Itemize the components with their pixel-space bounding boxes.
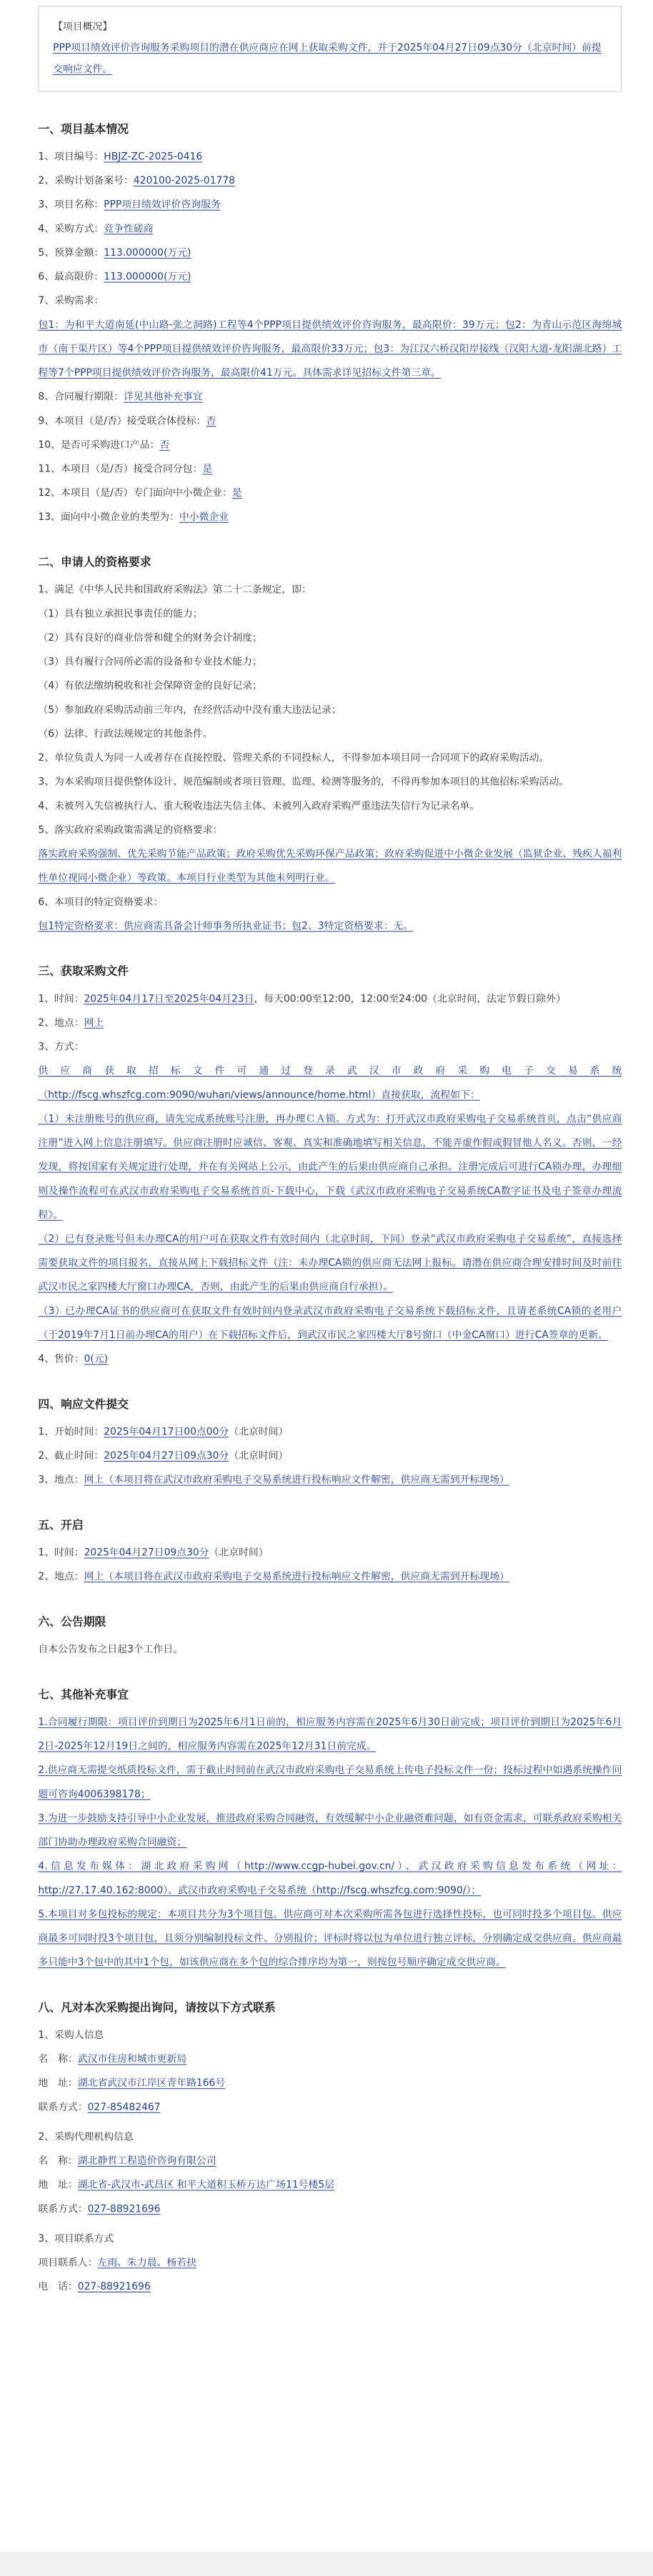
line-label: （4）有依法缴纳税收和社会保障资金的良好记录； [38,680,262,692]
section-line [38,1035,622,1059]
line-value: PPP项目绩效评价咨询服务 [104,199,221,211]
section-line [38,1107,622,1227]
line-value: HBJZ-ZC-2025-0416 [104,151,203,163]
contact-value: 湖北省武汉市江岸区青年路166号 [77,2077,226,2090]
project-summary-box [38,6,622,92]
line-label: 7、采购需求： [38,295,104,307]
line-label: 10、是否可采购进口产品： [38,439,160,451]
section-title: 三、获取采购文件 [38,964,129,978]
line-value: 供应商获取招标文件可通过登录武汉市政府采购电子交易系统（http://fscg.whszfcg.com:9090/wuhan/views/announce/home.html）直接获取，流程如下： [38,1065,622,1101]
section-line [38,626,622,650]
line-label: 4、售价： [38,1353,84,1365]
line-label: 2、采购计划备案号： [38,175,134,187]
section-title: 五、开启 [38,1518,84,1532]
section-title: 二、申请人的资格要求 [38,555,151,569]
line-label: （5）参加政府采购活动前三年内，在经营活动中没有重大违法记录； [38,704,342,716]
section-line [38,145,622,169]
contact-label: 名 称： [38,2155,78,2167]
line-label: 3、地点： [38,1474,84,1486]
section-line [38,169,622,193]
line-value: 是 [202,463,213,475]
line-label: 1、满足《中华人民共和国政府采购法》第二十二条规定，即： [38,584,312,596]
section-line [38,313,622,385]
contact-label: 地 址： [38,2179,78,2191]
line-label: 2、地点： [38,1017,84,1029]
line-value: 是 [231,487,242,499]
line-label: 11、本项目（是/否）接受合同分包： [38,463,203,475]
contact-value: 武汉市住房和城市更新局 [77,2053,187,2065]
section-line [38,409,622,434]
section-line [38,217,622,241]
section-line [38,289,622,313]
section-line [38,1637,622,1662]
line-label: 自本公告发布之日起3个工作日。 [38,1644,184,1656]
line-label: （1）具有独立承担民事责任的能力； [38,608,203,620]
line-value: 2025年04月27日09点30分 [84,1547,209,1559]
line-value: 详见其他补充事宜 [123,391,203,403]
contact-label: 项目联系人： [38,2257,98,2269]
line-tail: （北京时间） [209,1547,269,1559]
section-line [38,890,622,914]
sections-container [38,120,622,2015]
line-value: 中小微企业 [179,511,229,523]
line-value: 113.000000(万元) [104,247,191,259]
section-title: 八、凡对本次采购提出询问，请按以下方式联系 [38,2000,276,2015]
line-value: 2025年04月17日00点00分 [104,1426,229,1438]
section-line [38,674,622,698]
line-value: 网上（本项目将在武汉市政府采购电子交易系统进行投标响应文件解密，供应商无需到开标现场） [84,1474,509,1486]
line-tail: （北京时间） [229,1450,289,1462]
line-value: 3.为进一步鼓励支持引导中小企业发展，推进政府采购合同融资，有效缓解中小企业融资难问题，如有资金需求，可联系政府采购相关部门协助办理政府采购合同融资； [38,1812,622,1848]
section-line [38,1299,622,1347]
contact-label: 联系方式： [38,2203,88,2215]
line-label: 8、合同履行期限： [38,391,124,403]
summary-title: 【项目概况】 [53,21,113,33]
line-label: 12、本项目（是/否）专门面向中小微企业： [38,487,232,499]
line-value: 420100-2025-01778 [133,175,235,187]
line-value: 4.信息发布媒体：湖北政府采购网（http://www.ccgp-hubei.gov.cn/）、武汉政府采购信息发布系统（网址：http://27.17.40.162:8000）、武汉市政府采购电子交易系统（http://fscg.whszfcg.com:9090/）； [38,1860,622,1897]
line-label: 3、方式： [38,1041,84,1053]
line-label: 2、截止时间： [38,1450,104,1462]
section-line [38,602,622,626]
section-title: 七、其他补充事宜 [38,1687,129,1702]
section-line [38,265,622,289]
line-label: （3）具有履行合同所必需的设备和专业技术能力； [38,656,262,668]
line-value: 113.000000(万元) [104,271,191,283]
contact-value: 027-85482467 [87,2101,161,2113]
section-line [38,1059,622,1107]
contact-value: 左雨、朱力晨、杨若抉 [97,2257,196,2269]
contact-row [38,2251,622,2275]
contact-value: 湖北省-武汉市-武昌区 和平大道积玉桥万达广场11号楼5层 [77,2179,335,2191]
line-label: 1、开始时间： [38,1426,104,1438]
section-line [38,457,622,481]
line-value: 网上 [84,1017,104,1029]
line-value: （2）已有登录账号但未办理CA的用户可在获取文件有效时间内（北京时间，下同）登录“武汉市政府采购电子交易系统”，直接选择需要获取文件的项目报名，直接从网上下载招标文件（注：未办理CA锁的供应商无法网上报标。请潜在供应商合理安排时间及时前往武汉市民之家四楼大厅窗口办理CA，否则，由此产生的后果由供应商自行承担）。 [38,1233,622,1293]
line-label: 5、预算金额： [38,247,104,259]
section-line [38,1758,622,1806]
section-line [38,578,622,602]
line-value: 2025年04月17日至2025年04月23日 [84,993,254,1005]
section-line [38,1468,622,1492]
contact-value: 027-88921696 [77,2281,151,2293]
section-line [38,1420,622,1444]
section-line [38,987,622,1012]
line-label: 6、最高限价： [38,271,104,283]
section-line [38,1444,622,1468]
section-line [38,193,622,217]
section-line [38,481,622,505]
section-line [38,241,622,265]
contact-value: 027-88921696 [87,2203,161,2215]
contact-value: 湖北静哲工程造价咨询有限公司 [77,2155,216,2167]
section-line [38,914,622,939]
section-line [38,1902,622,1975]
section-line [38,1564,622,1589]
section-line [38,746,622,770]
section-line [38,505,622,529]
line-label: 1、项目编号： [38,151,104,163]
section-line [38,1227,622,1299]
section-line [38,1807,622,1854]
contact-label: 联系方式： [38,2101,88,2113]
line-value: （1）未注册账号的供应商，请先完成系统账号注册，再办理ＣＡ锁。方式为：打开武汉市政府采购电子交易系统首页，点击“供应商注册”进入网上信息注册填写。供应商注册时应诚信、客观、真实和准确地填写相关信息，不能弄虚作假或假冒他人名义。否则，一经发现，将按国家有关规定进行处理，并在有关网站上公示，由此产生的后果由供应商自己承担。注册完成后可进行CA锁办理，办理细则及操作流程可在武汉市政府采购电子交易系统首页-下载中心，下载《武汉市政府采购电子交易系统CA数字证书及电子签章办理流程》。 [38,1113,622,1221]
line-value: 2.供应商无需提交纸质投标文件，需于截止时间前在武汉市政府采购电子交易系统上传电子投标文件一份；投标过程中如遇系统操作问题可咨询4006398178； [38,1764,622,1800]
line-tail: （北京时间） [229,1426,289,1438]
line-label: 2、地点： [38,1571,84,1583]
contact-label: 电 话： [38,2281,78,2293]
section-line [38,1854,622,1902]
line-value: 竞争性磋商 [104,223,154,235]
line-label: 6、本项目的特定资格要求： [38,896,164,908]
section-line [38,385,622,409]
section-line [38,770,622,794]
line-label: 1、时间： [38,1547,84,1559]
line-value: （3）已办理CA证书的供应商可在获取文件有效时间内登录武汉市政府采购电子交易系统下载招标文件，且请老系统CA锁的老用户（于2019年7月1日前办理CA的用户）在下载招标文件后，到武汉市民之家四楼大厅8号窗口（中金CA窗口）进行CA签章的更新。 [38,1305,622,1341]
line-label: 4、未被列入失信被执行人、重大税收违法失信主体、未被列入政府采购严重违法失信行为记录名单。 [38,800,480,812]
line-value: 2025年04月27日09点30分 [104,1450,229,1462]
section-title: 四、响应文件提交 [38,1397,129,1411]
line-label: （6）法律、行政法规规定的其他条件。 [38,728,213,740]
contact-row [38,2071,622,2095]
section-line [38,1541,622,1565]
section-line [38,842,622,890]
line-tail: ，每天00:00至12:00，12:00至24:00（北京时间，法定节假日除外） [254,993,566,1005]
line-label: 3、为本采购项目提供整体设计、规范编制或者项目管理、监理、检测等服务的，不得再参加本项目的其他招标采购活动。 [38,776,569,788]
contact-heading: 1、采购人信息 [38,2030,104,2041]
line-value: 包1：为和平大道南延(中山路-张之洞路)工程等4个PPP项目提供绩效评价咨询服务，最高限价：39万元；包2：为青山示范区海绵城市（南干渠片区）等4个PPP项目提供绩效评价咨询服务，最高限价33万元；包3：为江汉六桥汉阳岸接线（汉阳大道-龙阳湖北路）工程等7个PPP项目提供绩效评价咨询服务，最高限价41万元。具体需求详见招标文件第三章。 [38,319,622,379]
line-label: 2、单位负责人为同一人或者存在直接控股、管理关系的不同投标人，不得参加本项目同一合同项下的政府采购活动。 [38,752,549,764]
contact-row [38,2173,622,2197]
summary-text-content: PPP项目绩效评价咨询服务采购项目的潜在供应商应在网上获取采购文件，并于2025年04月27日09点30分（北京时间）前提交响应文件。 [53,42,602,75]
contact-heading: 2、采购代理机构信息 [38,2131,134,2143]
section-line [38,1710,622,1758]
contact-row [38,2197,622,2222]
contact-heading: 3、项目联系方式 [38,2232,114,2245]
line-label: 13、面向中小微企业的类型为： [38,511,180,523]
section-line [38,650,622,674]
line-label: 1、时间： [38,993,84,1005]
line-value: 否 [206,415,216,427]
line-label: （2）具有良好的商业信誉和健全的财务会计制度； [38,632,262,644]
line-value: 0(元) [84,1353,109,1365]
contacts-container [38,2023,622,2299]
contact-row [38,2275,622,2299]
contact-row [38,2047,622,2072]
section-line [38,818,622,842]
footer-bar [0,2552,653,2576]
line-value: 网上（本项目将在武汉市政府采购电子交易系统进行投标响应文件解密，供应商无需到开标现场） [84,1571,509,1583]
line-label: 5、落实政府采购政策需满足的资格要求： [38,824,223,836]
line-value: 1.合同履行期限：项目评价到期日为2025年6月1日前的，相应服务内容需在2025年6月30日前完成；项目评价到期日为2025年6月2日-2025年12月19日之间的，相应服务内容需在2025年12月31日前完成。 [38,1717,622,1752]
section-title: 一、项目基本情况 [38,122,129,136]
section-line [38,1011,622,1035]
line-value: 落实政府采购强制、优先采购节能产品政策；政府采购优先采购环保产品政策；政府采购促进中小微企业发展（监狱企业、残疾人福利性单位视同小微企业）等政策。本项目行业类型为其他未列明行业。 [38,848,622,884]
line-label: 3、项目名称： [38,199,104,211]
contact-label: 地 址： [38,2077,78,2090]
contact-row [38,2095,622,2120]
section-line [38,698,622,722]
section-line [38,794,622,819]
line-label: 4、采购方式： [38,223,104,235]
summary-text [53,37,607,79]
line-value: 否 [159,439,170,451]
contact-label: 名 称： [38,2053,78,2065]
section-title: 六、公告期限 [38,1614,106,1629]
section-line [38,722,622,747]
line-value: 5.本项目对多包投标的规定：本项目共分为3个项目包。供应商可对本次采购所需各包进行选择性投标，也可同时投多个项目包。供应商最多可同时投3个项目包，且须分别编制投标文件、分别报价；评标时将以包为单位进行独立评标，分别确定成交供应商。供应商最多只能中3个包中的其中1个包，如该供应商在多个包的综合排序均为第一，则按包号顺序确定成交供应商。 [38,1909,622,1969]
contact-row [38,2149,622,2173]
line-label: 9、本项目（是/否）接受联合体投标： [38,415,206,427]
section-line [38,433,622,457]
line-value: 包1特定资格要求：供应商需具备会计师事务所执业证书；包2、3特定资格要求：无。 [38,920,414,932]
section-line [38,1347,622,1372]
